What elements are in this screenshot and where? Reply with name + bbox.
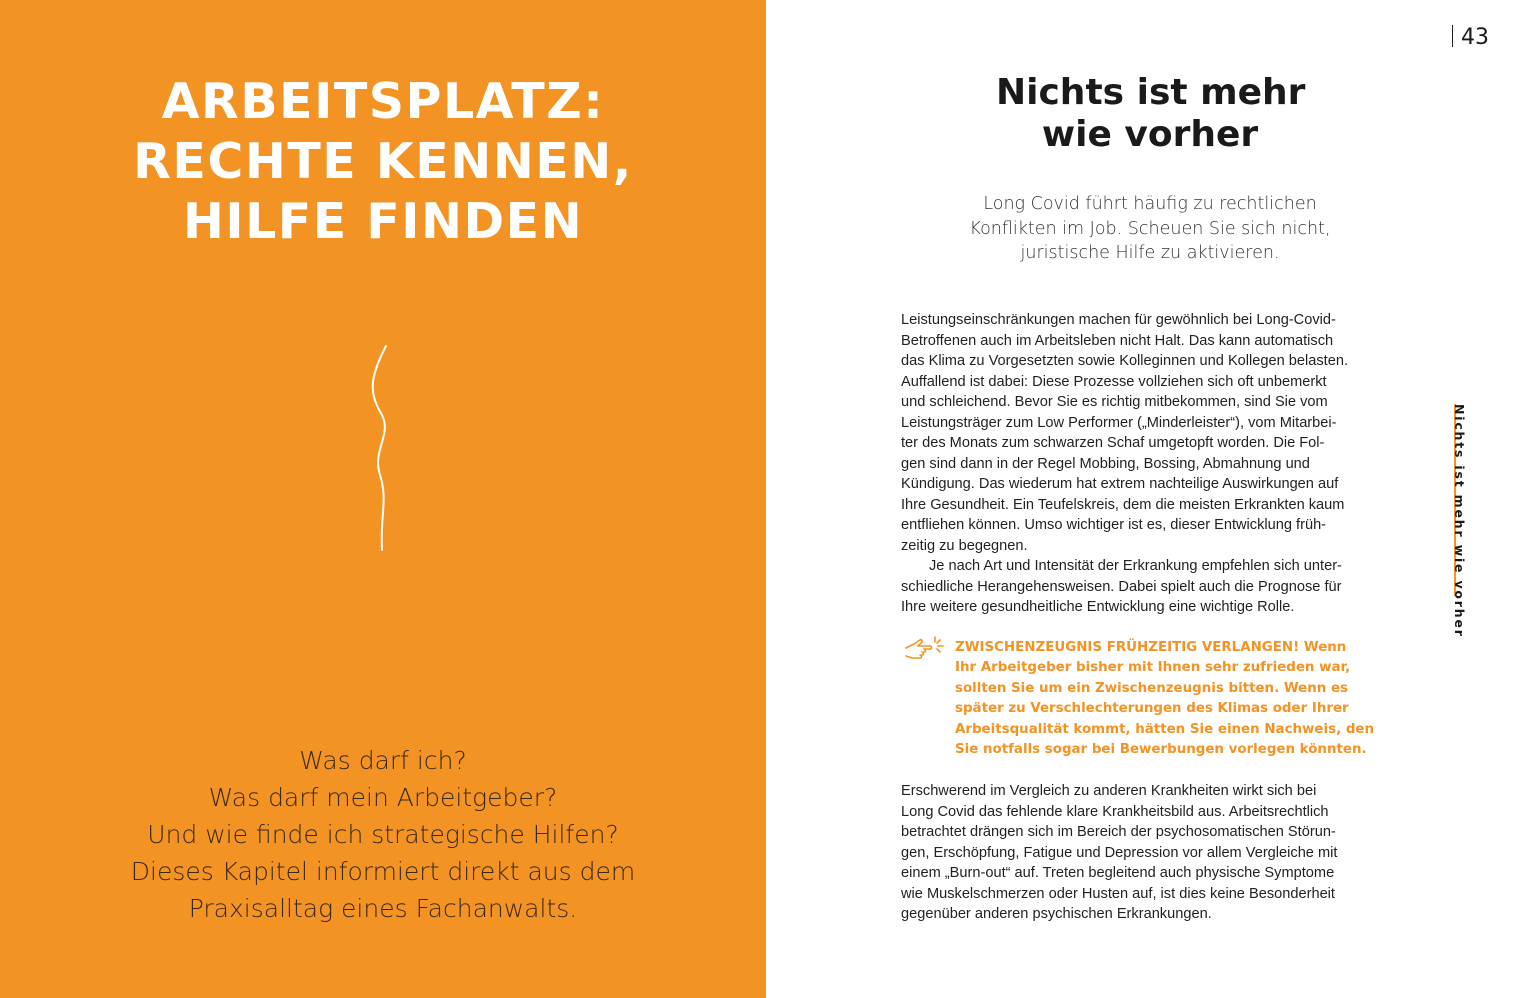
body-text-first xyxy=(901,310,1401,618)
body-line: zeitig zu begegnen. xyxy=(901,537,1028,554)
tip-box xyxy=(955,638,1415,760)
tip-line: Arbeitsqualität kommt, hätten Sie einen Nachweis, den xyxy=(955,721,1375,737)
body-text-second xyxy=(901,781,1401,925)
article-title xyxy=(996,72,1304,156)
body-line: Leistungsträger zum Low Performer („Minderleister“), vom Mitarbei- xyxy=(901,414,1337,431)
pointing-hand-icon xyxy=(904,634,946,662)
body-line: Je nach Art und Intensität der Erkrankung empfehlen sich unter- xyxy=(929,558,1342,574)
teaser-line: Konflikten im Job. Scheuen Sie sich nicht, xyxy=(969,218,1331,239)
intro-line: Und wie finde ich strategische Hilfen? xyxy=(147,820,619,849)
body-line: Auffallend ist dabei: Diese Prozesse vollziehen sich oft unbemerkt xyxy=(901,373,1327,390)
intro-line: Was darf ich? xyxy=(299,746,467,775)
body-line: Kündigung. Das wiederum hat extrem nachteilige Auswirkungen auf xyxy=(901,476,1339,492)
body-line: und schleichend. Bevor Sie es richtig mitbekommen, sind Sie vom xyxy=(901,394,1328,410)
chapter-title-line: HILFE FINDEN xyxy=(182,193,584,250)
tip-line: Sie notfalls sogar bei Bewerbungen vorlegen könnten. xyxy=(955,742,1367,758)
chapter-title-line: ARBEITSPLATZ: xyxy=(161,73,605,130)
body-line: gen, Erschöpfung, Fatigue und Depression vor allem Vergleiche mit xyxy=(901,844,1338,861)
chapter-title-line: RECHTE KENNEN, xyxy=(133,133,633,190)
tip-line: Ihr Arbeitgeber bisher mit Ihnen sehr zufrieden war, xyxy=(955,660,1351,676)
body-line: gen sind dann in der Regel Mobbing, Bossing, Abmahnung und xyxy=(901,455,1310,472)
right-page xyxy=(766,0,1533,998)
body-line: Long Covid das fehlende klare Krankheitsbild aus. Arbeitsrechtlich xyxy=(901,803,1329,820)
side-section-label: Nichts ist mehr wie vorher xyxy=(1452,404,1467,638)
body-line: ter des Monats zum schwarzen Schaf umgetopft worden. Die Fol- xyxy=(901,435,1325,451)
intro-line: Praxisalltag eines Fachanwalts. xyxy=(188,894,578,923)
intro-line: Was darf mein Arbeitgeber? xyxy=(208,783,558,812)
intro-line: Dieses Kapitel informiert direkt aus dem xyxy=(130,857,636,886)
teaser-line: juristische Hilfe zu aktivieren. xyxy=(1020,243,1280,263)
body-line: Ihre weitere gesundheitliche Entwicklung eine wichtige Rolle. xyxy=(901,599,1295,615)
body-line: Erschwerend im Vergleich zu anderen Krankheiten wirkt sich bei xyxy=(901,783,1317,799)
body-line: schiedliche Herangehensweisen. Dabei spielt auch die Prognose für xyxy=(901,578,1342,595)
body-line: betrachtet drängen sich im Bereich der psychosomatischen Störun- xyxy=(901,824,1336,840)
body-line: Betroffenen auch im Arbeitsleben nicht Halt. Das kann automatisch xyxy=(901,332,1334,349)
article-teaser xyxy=(926,192,1374,266)
teaser-line: Long Covid führt häufig zu rechtlichen xyxy=(983,194,1317,214)
body-line: wie Muskelschmerzen oder Husten auf, ist dies keine Besonderheit xyxy=(901,885,1335,902)
article-title-line: wie vorher xyxy=(1041,114,1259,155)
body-line: das Klima zu Vorgesetzten sowie Kolleginnen und Kollegen belasten. xyxy=(901,353,1349,369)
body-line: Ihre Gesundheit. Ein Teufelskreis, dem die meisten Erkrankten kaum xyxy=(901,496,1345,513)
article-title-line: Nichts ist mehr xyxy=(996,72,1306,113)
tip-line: später zu Verschlechterungen des Klimas oder Ihrer xyxy=(955,701,1349,717)
page-number xyxy=(1452,25,1490,50)
chapter-intro xyxy=(0,742,766,927)
tip-line: ZWISCHENZEUGNIS FRÜHZEITIG VERLANGEN! Wenn xyxy=(955,640,1347,655)
tip-line: sollten Sie um ein Zwischenzeugnis bitten. Wenn es xyxy=(955,680,1348,696)
body-line: Leistungseinschränkungen machen für gewöhnlich bei Long-Covid- xyxy=(901,312,1336,328)
body-line: einem „Burn-out“ auf. Treten begleitend auch physische Symptome xyxy=(901,865,1335,881)
body-line: entfliehen können. Umso wichtiger ist es, dieser Entwicklung früh- xyxy=(901,517,1327,533)
chapter-title xyxy=(0,72,766,252)
page-number-divider xyxy=(1452,25,1454,47)
squiggle-line-icon xyxy=(360,340,400,555)
left-page xyxy=(0,0,766,998)
page-number-value: 43 xyxy=(1461,25,1489,50)
body-line: gegenüber anderen psychischen Erkrankungen. xyxy=(901,906,1212,922)
